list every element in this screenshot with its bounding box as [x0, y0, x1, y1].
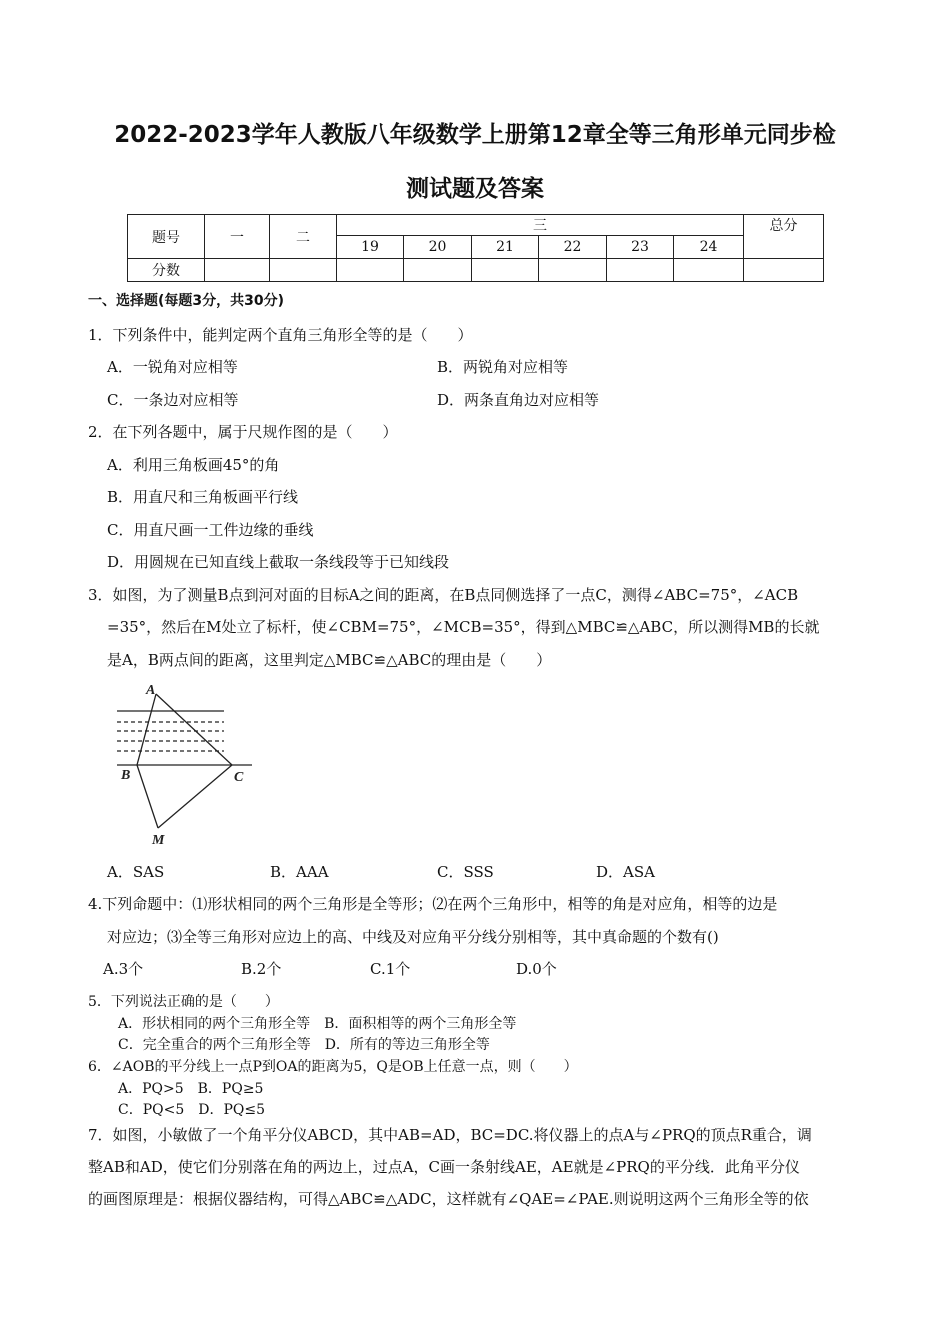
score-cell	[744, 259, 824, 282]
question-3-option-a: A．SAS	[107, 863, 165, 881]
score-cell	[472, 259, 539, 282]
segment-ac	[156, 694, 232, 765]
section-heading: 一、选择题(每题3分，共30分)	[88, 293, 285, 309]
question-1-option-a: A．一锐角对应相等	[107, 358, 238, 376]
river-triangle-figure	[112, 680, 262, 850]
document-title-line-2: 测试题及答案	[406, 176, 544, 202]
question-1-option-d: D．两条直角边对应相等	[437, 391, 600, 409]
score-cell	[205, 259, 270, 282]
header-q23: 23	[607, 236, 674, 259]
question-1-option-b: B．两锐角对应相等	[437, 358, 569, 376]
score-cell	[607, 259, 674, 282]
question-2-option-b: B．用直尺和三角板画平行线	[107, 488, 299, 506]
question-3-option-d: D．ASA	[596, 863, 655, 881]
question-5-options-cd: C．完全重合的两个三角形全等 D．所有的等边三角形全等	[118, 1037, 490, 1053]
question-4-option-d: D.0个	[516, 960, 557, 978]
score-cell	[539, 259, 607, 282]
question-3-option-b: B．AAA	[270, 863, 329, 881]
question-4-line-1: 4.下列命题中：⑴形状相同的两个三角形是全等形；⑵在两个三角形中，相等的角是对应角，相等的边是	[88, 895, 778, 913]
row-score-label: 分数	[128, 259, 205, 282]
point-label-m: M	[152, 833, 165, 848]
question-5-options-ab: A．形状相同的两个三角形全等 B．面积相等的两个三角形全等	[118, 1016, 517, 1032]
question-2-option-a: A．利用三角板画45°的角	[107, 456, 280, 474]
header-part-one: 一	[205, 215, 270, 259]
question-4-line-2: 对应边；⑶全等三角形对应边上的高、中线及对应角平分线分别相等，其中真命题的个数有()	[107, 928, 719, 946]
segment-ab	[137, 694, 156, 765]
question-2-stem: 2．在下列各题中，属于尺规作图的是（ ）	[88, 423, 398, 441]
header-q24: 24	[674, 236, 744, 259]
score-cell	[404, 259, 472, 282]
header-part-two: 二	[270, 215, 337, 259]
question-3-line-1: 3．如图，为了测量B点到河对面的目标A之间的距离，在B点同侧选择了一点C，测得∠ABC=75°，∠ACB	[88, 586, 799, 604]
question-7-line-3: 的画图原理是：根据仪器结构，可得△ABC≌△ADC，这样就有∠QAE=∠PAE.则说明这两个三角形全等的依	[88, 1190, 809, 1208]
segment-bm	[137, 765, 158, 828]
header-q20: 20	[404, 236, 472, 259]
question-3-option-c: C．SSS	[437, 863, 494, 881]
question-5-stem: 5．下列说法正确的是（ ）	[88, 994, 279, 1010]
question-7-line-1: 7．如图，小敏做了一个角平分仪ABCD，其中AB=AD，BC=DC.将仪器上的点A与∠PRQ的顶点R重合，调	[88, 1126, 812, 1144]
question-6-options-cd: C．PQ<5 D．PQ≤5	[118, 1102, 266, 1118]
question-1-option-c: C．一条边对应相等	[107, 391, 239, 409]
score-cell	[674, 259, 744, 282]
header-question-number: 题号	[128, 215, 205, 259]
score-table	[127, 214, 824, 282]
question-2-option-c: C．用直尺画一工件边缘的垂线	[107, 521, 314, 539]
header-q19: 19	[337, 236, 404, 259]
question-1-stem: 1．下列条件中，能判定两个直角三角形全等的是（ ）	[88, 326, 473, 344]
segment-cm	[158, 765, 232, 828]
question-3-line-3: 是A，B两点间的距离，这里判定△MBC≌△ABC的理由是（ ）	[107, 651, 552, 669]
score-cell	[270, 259, 337, 282]
question-7-line-2: 整AB和AD，使它们分别落在角的两边上，过点A，C画一条射线AE，AE就是∠PRQ的平分线．此角平分仪	[88, 1158, 800, 1176]
question-4-option-c: C.1个	[370, 960, 411, 978]
point-label-b: B	[121, 768, 131, 783]
header-total: 总分	[744, 215, 824, 259]
point-label-a: A	[146, 683, 156, 698]
document-title-line-1: 2022-2023学年人教版八年级数学上册第12章全等三角形单元同步检	[114, 122, 836, 148]
question-6-stem: 6．∠AOB的平分线上一点P到OA的距离为5，Q是OB上任意一点，则（ ）	[88, 1059, 578, 1075]
question-4-option-b: B.2个	[241, 960, 282, 978]
header-q21: 21	[472, 236, 539, 259]
question-2-option-d: D．用圆规在已知直线上截取一条线段等于已知线段	[107, 553, 450, 571]
question-3-line-2: =35°，然后在M处立了标杆，使∠CBM=75°，∠MCB=35°，得到△MBC≌△ABC，所以测得MB的长就	[107, 618, 820, 636]
question-4-option-a: A.3个	[103, 960, 144, 978]
header-q22: 22	[539, 236, 607, 259]
point-label-c: C	[234, 770, 244, 785]
question-6-options-ab: A．PQ>5 B．PQ≥5	[118, 1081, 264, 1097]
score-cell	[337, 259, 404, 282]
header-part-three: 三	[337, 215, 744, 236]
